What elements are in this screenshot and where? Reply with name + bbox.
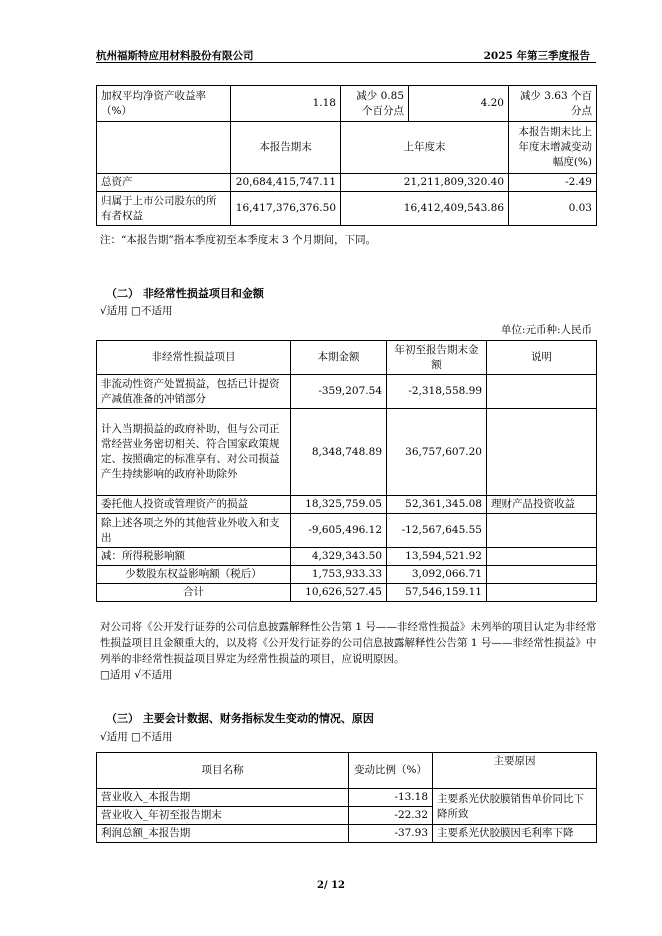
header-report: 2025 年第三季度报告	[483, 50, 590, 62]
row-item: 利润总额_本报告期	[97, 825, 349, 843]
unit-label: 单位:元币种:人民币	[500, 324, 592, 336]
roe-ytd: 4.20	[409, 86, 509, 122]
key-metrics-table	[96, 85, 597, 226]
row-note	[487, 514, 597, 548]
row-ytd: 3,092,066.71	[387, 566, 487, 584]
equity-prev: 16,412,409,543.86	[341, 192, 509, 226]
col-item: 非经常性损益项目	[97, 341, 291, 375]
row-item: 计入当期损益的政府补助，但与公司正常经营业务密切相关、符合国家政策规定、按照确定的标准享有、对公司损益产生持续影响的政府补助除外	[97, 409, 291, 496]
roe-current: 1.18	[231, 86, 341, 122]
row-reason: 主要系光伏胶膜因毛利率下降	[433, 825, 597, 843]
non-recurring-table	[96, 340, 597, 602]
row-item: 减：所得税影响额	[97, 548, 291, 566]
table-row	[97, 409, 597, 496]
equity-label: 归属于上市公司股东的所有者权益	[97, 192, 231, 226]
col-change-pct: 本报告期末比上年度末增减变动幅度(%)	[509, 122, 597, 174]
roe-change-ytd: 减少 3.63 个百分点	[509, 86, 597, 122]
note-text: 注：“本报告期”指本季度初至本季度末 3 个月期间，下同。	[100, 234, 377, 246]
row-note	[487, 566, 597, 584]
total-assets-change: -2.49	[509, 174, 597, 192]
col-ytd: 年初至报告期末金额	[387, 341, 487, 375]
table-row-total	[97, 584, 597, 602]
row-item: 少数股东权益影响额（税后）	[97, 566, 291, 584]
row-item: 合计	[97, 584, 291, 602]
row-current: 1,753,933.33	[291, 566, 387, 584]
row-item: 委托他人投资或管理资产的损益	[97, 496, 291, 514]
row-pct: -13.18	[349, 789, 433, 807]
header-divider	[96, 62, 596, 63]
table-row	[97, 514, 597, 548]
row-note	[487, 548, 597, 566]
section3-applicable: √适用 □不适用	[100, 731, 173, 743]
col-pct: 变动比例（%）	[349, 753, 433, 789]
row-pct: -37.93	[349, 825, 433, 843]
row-current: -359,207.54	[291, 375, 387, 409]
row-ytd: 57,546,159.11	[387, 584, 487, 602]
col-current: 本期金额	[291, 341, 387, 375]
row-item: 非流动性资产处置损益，包括已计提资产减值准备的冲销部分	[97, 375, 291, 409]
table-row	[97, 825, 597, 843]
col-period-end: 本报告期末	[231, 122, 341, 174]
blank-cell	[97, 122, 231, 174]
table-row	[97, 566, 597, 584]
page-number: 2/ 12	[316, 880, 345, 891]
section2-applicable2: □适用 √不适用	[100, 669, 173, 681]
roe-label: 加权平均净资产收益率（%）	[97, 86, 231, 122]
changes-table	[96, 752, 597, 843]
col-reason: 主要原因	[433, 753, 597, 789]
col-item: 项目名称	[97, 753, 349, 789]
row-note	[487, 409, 597, 496]
table-row	[97, 375, 597, 409]
row-item: 营业收入_本报告期	[97, 789, 349, 807]
total-assets-label: 总资产	[97, 174, 231, 192]
table-row	[97, 548, 597, 566]
header-company: 杭州福斯特应用材料股份有限公司	[96, 50, 254, 62]
section2-paragraph: 对公司将《公开发行证券的公司信息披露解释性公告第 1 号——非经常性损益》未列举的项目认定为非经常性损益项目且金额重大的，以及将《公开发行证券的公司信息披露解释性公告第 1 号——非经常性损益》中列举的非经常性损益项目界定为经常性损益的项目，应说明原因。	[100, 621, 597, 665]
row-ytd: 52,361,345.08	[387, 496, 487, 514]
roe-change-current: 减少 0.85 个百分点	[341, 86, 409, 122]
table-row	[97, 789, 597, 807]
row-ytd: 36,757,607.20	[387, 409, 487, 496]
row-item: 营业收入_年初至报告期末	[97, 807, 349, 825]
equity-change: 0.03	[509, 192, 597, 226]
row-current: 8,348,748.89	[291, 409, 387, 496]
row-reason: 主要系光伏胶膜销售单价同比下降所致	[433, 789, 597, 825]
row-note: 理财产品投资收益	[487, 496, 597, 514]
section2-title: （二） 非经常性损益项目和金额	[106, 287, 264, 300]
col-note: 说明	[487, 341, 597, 375]
table-row	[97, 496, 597, 514]
row-current: -9,605,496.12	[291, 514, 387, 548]
equity-current: 16,417,376,376.50	[231, 192, 341, 226]
row-current: 10,626,527.45	[291, 584, 387, 602]
col-prev-year-end: 上年度末	[341, 122, 509, 174]
row-current: 4,329,343.50	[291, 548, 387, 566]
row-current: 18,325,759.05	[291, 496, 387, 514]
row-ytd: -12,567,645.55	[387, 514, 487, 548]
row-item: 除上述各项之外的其他营业外收入和支出	[97, 514, 291, 548]
row-note	[487, 375, 597, 409]
section3-title: （三） 主要会计数据、财务指标发生变动的情况、原因	[106, 712, 374, 725]
total-assets-prev: 21,211,809,320.40	[341, 174, 509, 192]
section2-applicable: √适用 □不适用	[100, 305, 173, 317]
total-assets-current: 20,684,415,747.11	[231, 174, 341, 192]
row-note	[487, 584, 597, 602]
row-ytd: 13,594,521.92	[387, 548, 487, 566]
row-pct: -22.32	[349, 807, 433, 825]
row-ytd: -2,318,558.99	[387, 375, 487, 409]
